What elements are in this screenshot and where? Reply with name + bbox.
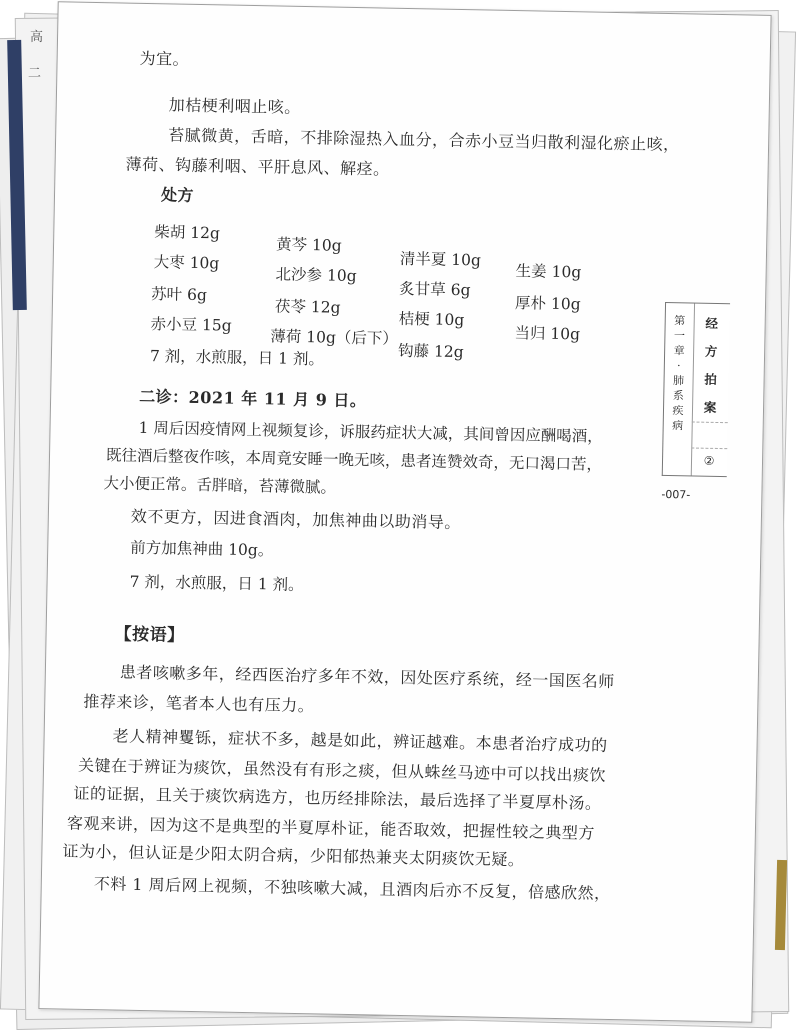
herb-item: 大枣 10g (153, 253, 220, 273)
page-number: -007- (661, 487, 691, 502)
text-line: 证为小，但认证是少阳太阴合病，少阳郁热兼夹太阴痰饮无疑。 (62, 841, 525, 870)
text-line: 薄荷、钩藤利咽、平肝息风、解痉。 (125, 154, 390, 179)
herb-item: 清半夏 10g (399, 249, 482, 270)
herb-item: 柴胡 12g (154, 223, 221, 243)
book-page (38, 1, 771, 1023)
text-line: 加桔梗利咽止咳。 (168, 95, 301, 117)
text-line: 客观来讲，因为这不是典型的半夏厚朴证，能否取效，把握性较之典型方 (66, 813, 596, 843)
text-line: 推荐来诊，笔者本人也有压力。 (83, 691, 315, 716)
book-title: 经方拍案 (703, 315, 719, 415)
prescription-title: 处方 (160, 185, 195, 205)
herb-item: 钩藤 12g (397, 341, 464, 362)
text-line: 既往酒后整夜作咳，本周竟安睡一晚无咳，患者连赞效奇，无口渴口苦， (105, 446, 603, 474)
text-line: 效不更方，因进食酒肉，加焦神曲以助消导。 (130, 506, 462, 533)
volume-mark: ② (703, 453, 715, 468)
text-line: 关键在于辨证为痰饮，虽然没有有形之痰，但从蛛丝马迹中可以找出痰饮 (77, 755, 607, 785)
herb-item: 炙甘草 6g (399, 279, 471, 300)
text-line: 1 周后因疫情网上视频复诊，诉服药症状大减，其间曾因应酬喝酒， (138, 418, 603, 446)
divider (692, 421, 728, 423)
herb-item: 厚朴 10g (514, 294, 581, 314)
herb-item: 薄荷 10g（后下） (270, 327, 399, 348)
chapter-side-tab (662, 302, 730, 477)
commentary-heading: 【按语】 (114, 624, 185, 646)
herb-item: 苏叶 6g (150, 285, 208, 305)
text-line: 前方加焦神曲 10g。 (130, 538, 274, 560)
text-line: 证的证据，且关于痰饮病选方，也历经排除法，最后选择了半夏厚朴汤。 (73, 783, 602, 813)
second-visit-heading: 二诊：2021 年 11 月 9 日。 (138, 386, 367, 411)
chapter-column (663, 303, 695, 476)
herb-item: 桔梗 10g (398, 309, 465, 330)
chapter-title: 第一章 · 肺系疾病 (672, 314, 686, 433)
herb-item: 北沙参 10g (275, 265, 357, 286)
herb-item: 黄芩 10g (275, 235, 342, 255)
text-line: 患者咳嗽多年，经西医治疗多年不效，因处医疗系统，经一国医名师 (119, 662, 615, 692)
dosage-instruction: 7 剂，水煎服，日 1 剂。 (129, 572, 304, 595)
text-line: 老人精神矍铄，症状不多，越是如此，辨证越难。本患者治疗成功的 (112, 726, 608, 755)
herb-item: 茯苓 12g (274, 297, 341, 317)
herb-item: 赤小豆 15g (150, 315, 232, 335)
herb-item: 当归 10g (514, 324, 581, 344)
text-line: 不料 1 周后网上视频，不独咳嗽大减，且酒肉后亦不反复，倍感欣然， (93, 874, 611, 904)
text-line: 苔腻微黄，舌暗，不排除湿热入血分，合赤小豆当归散利湿化瘀止咳， (168, 125, 680, 155)
underlying-page-fragment: 高 (30, 30, 44, 45)
book-title-column (691, 304, 730, 477)
dosage-instruction: 7 剂，水煎服，日 1 剂。 (149, 347, 325, 369)
text-line: 为宜。 (139, 48, 190, 69)
herb-item: 生姜 10g (515, 262, 582, 282)
divider (691, 447, 727, 449)
text-line: 大小便正常。舌胖暗，苔薄微腻。 (103, 474, 337, 497)
underlying-page-fragment: 二 (28, 66, 42, 81)
